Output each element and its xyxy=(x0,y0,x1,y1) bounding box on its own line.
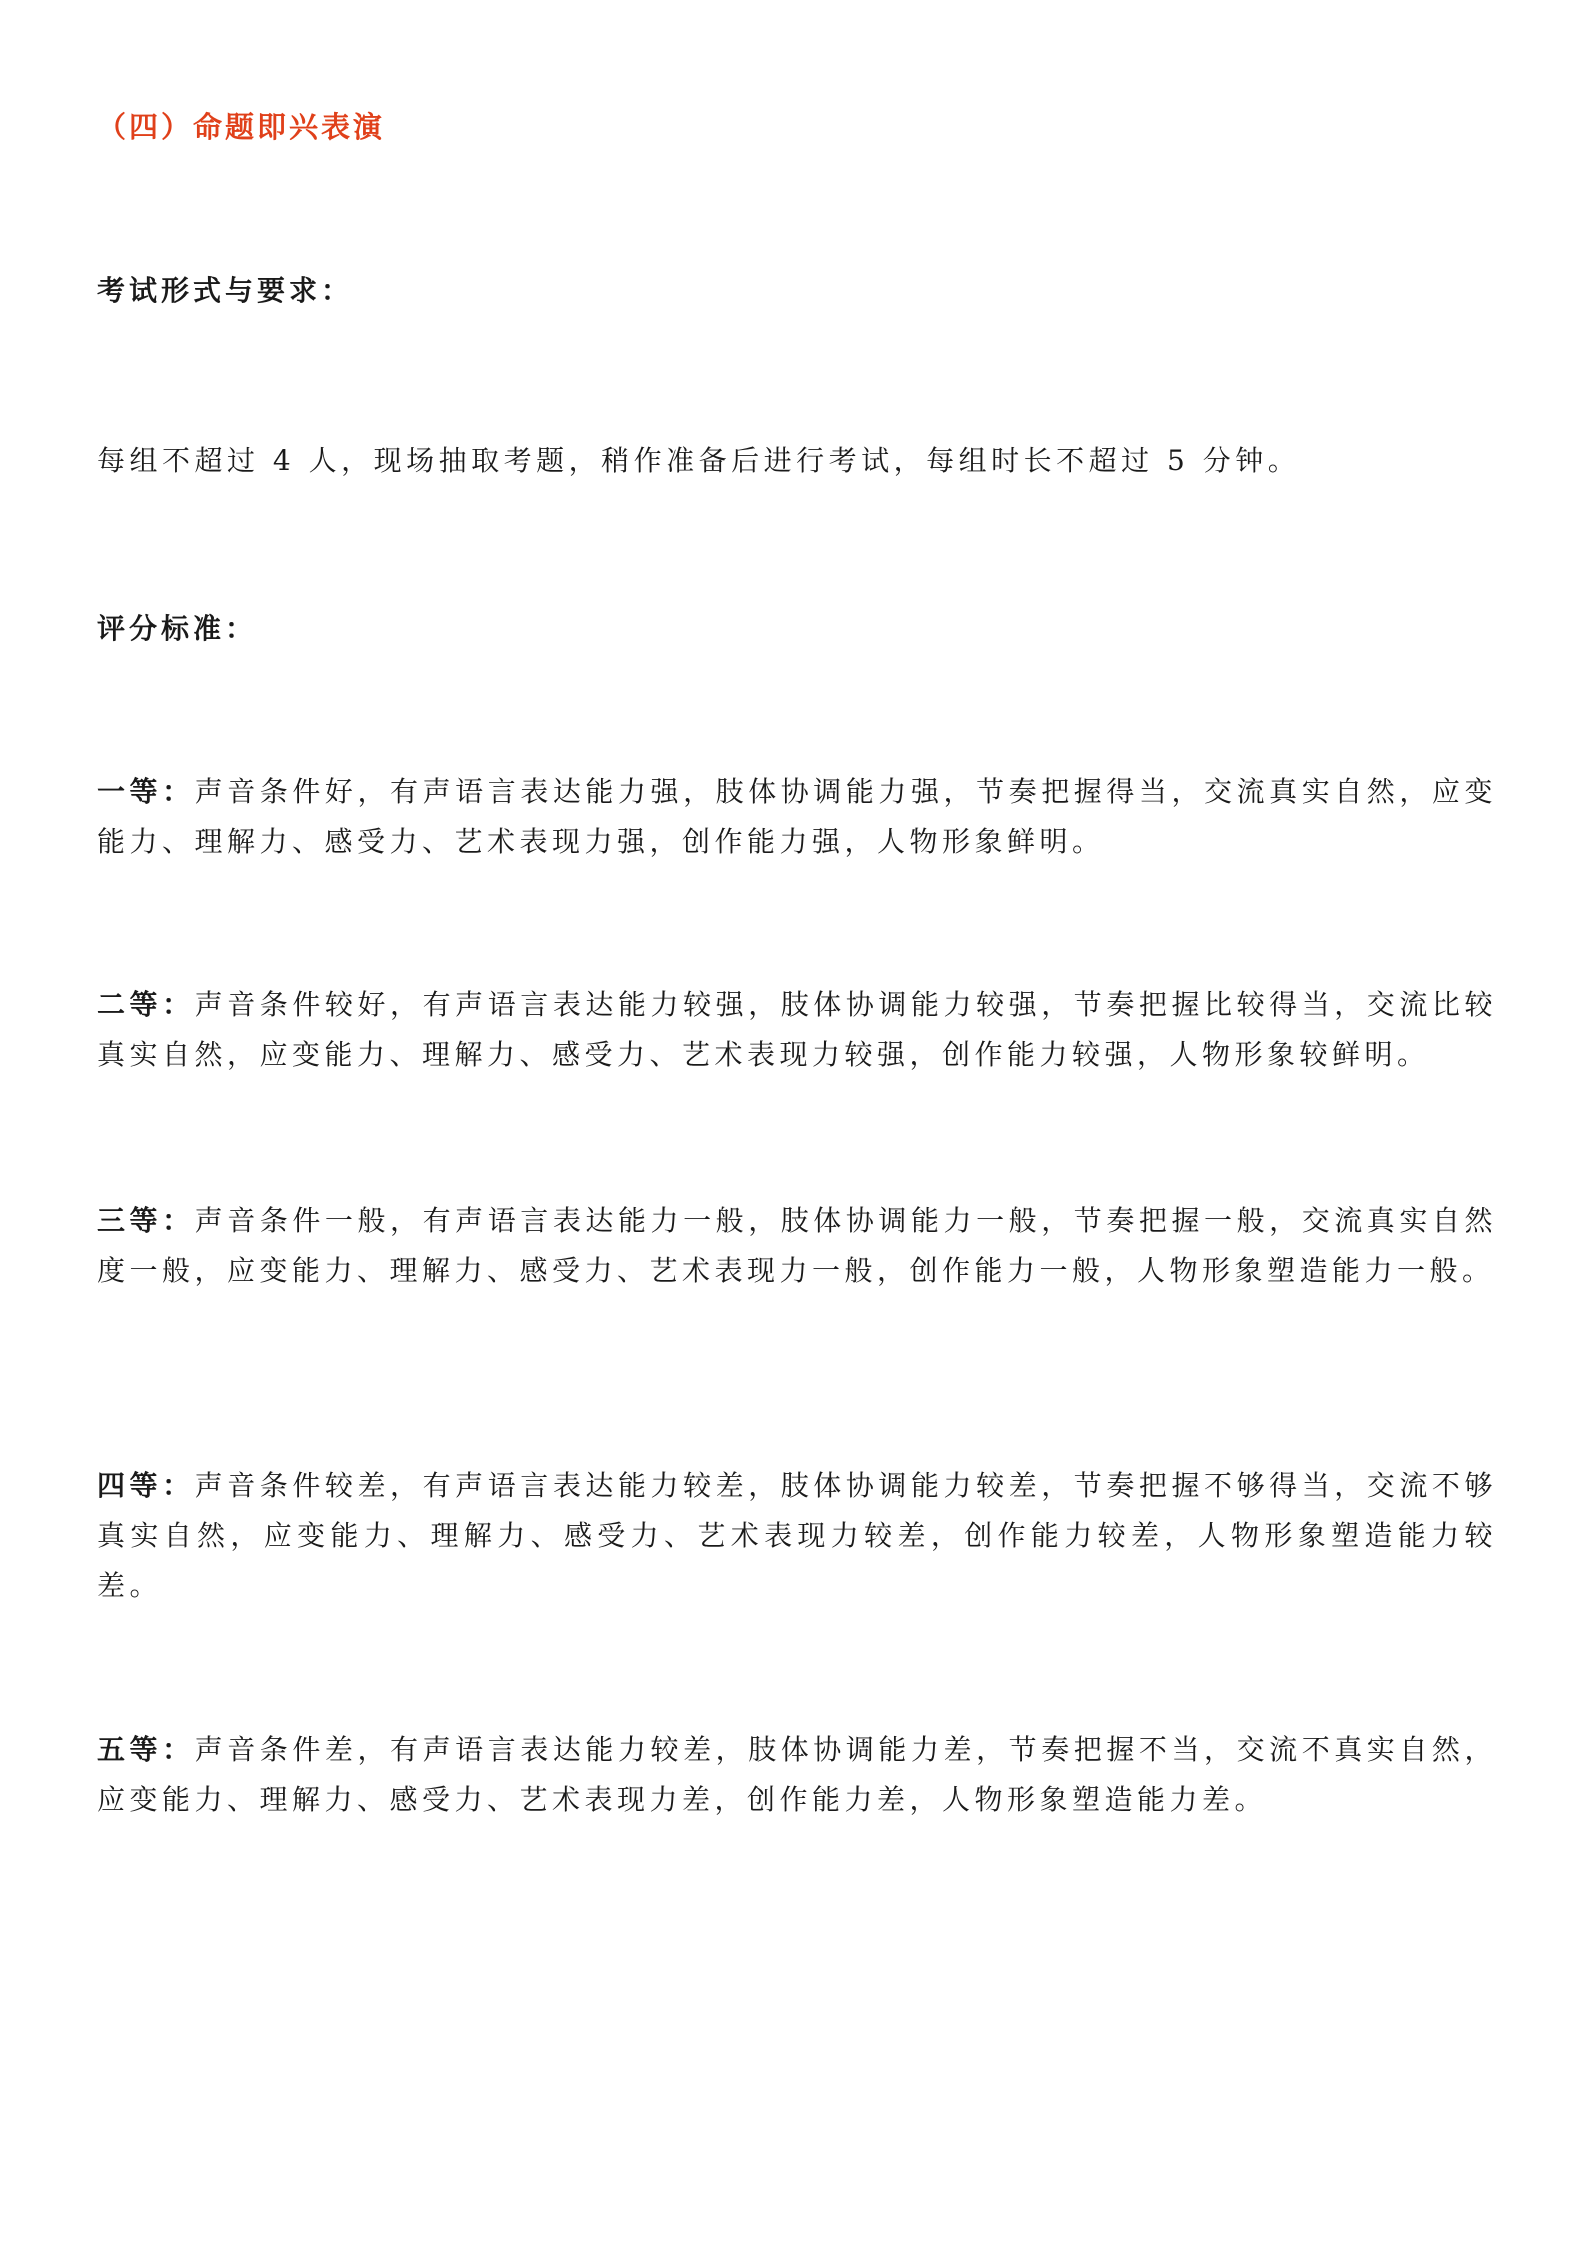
grade-2-label: 二等： xyxy=(97,988,195,1021)
grade-3-paragraph xyxy=(97,1196,1497,1296)
document-page xyxy=(97,0,1497,2245)
grade-4-label: 四等： xyxy=(97,1469,195,1502)
grade-2-text: 声音条件较好，有声语言表达能力较强，肢体协调能力较强，节奏把握比较得当，交流比较真实自然，应变能力、理解力、感受力、艺术表现力较强，创作能力较强，人物形象较鲜明。 xyxy=(97,988,1497,1071)
grade-5-label: 五等： xyxy=(97,1733,195,1766)
scoring-heading: 评分标准： xyxy=(97,612,258,645)
section-title: （四）命题即兴表演 xyxy=(97,110,386,144)
grade-3-text: 声音条件一般，有声语言表达能力一般，肢体协调能力一般，节奏把握一般，交流真实自然度一般，应变能力、理解力、感受力、艺术表现力一般，创作能力一般，人物形象塑造能力一般。 xyxy=(97,1204,1497,1287)
grade-1-label: 一等： xyxy=(97,775,195,808)
grade-3-label: 三等： xyxy=(97,1204,195,1237)
grade-1-paragraph xyxy=(97,767,1497,867)
grade-5-text: 声音条件差，有声语言表达能力较差，肢体协调能力差，节奏把握不当，交流不真实自然，应变能力、理解力、感受力、艺术表现力差，创作能力差，人物形象塑造能力差。 xyxy=(97,1733,1497,1816)
exam-format-heading: 考试形式与要求： xyxy=(97,274,354,307)
grade-5-paragraph xyxy=(97,1725,1497,1825)
grade-4-text: 声音条件较差，有声语言表达能力较差，肢体协调能力较差，节奏把握不够得当，交流不够真实自然，应变能力、理解力、感受力、艺术表现力较差，创作能力较差，人物形象塑造能力较差。 xyxy=(97,1469,1497,1602)
grade-2-paragraph xyxy=(97,980,1497,1080)
exam-format-text: 每组不超过 4 人，现场抽取考题，稍作准备后进行考试，每组时长不超过 5 分钟。 xyxy=(97,444,1301,477)
grade-4-paragraph xyxy=(97,1461,1497,1611)
grade-1-text: 声音条件好，有声语言表达能力强，肢体协调能力强，节奏把握得当，交流真实自然，应变能力、理解力、感受力、艺术表现力强，创作能力强，人物形象鲜明。 xyxy=(97,775,1497,858)
